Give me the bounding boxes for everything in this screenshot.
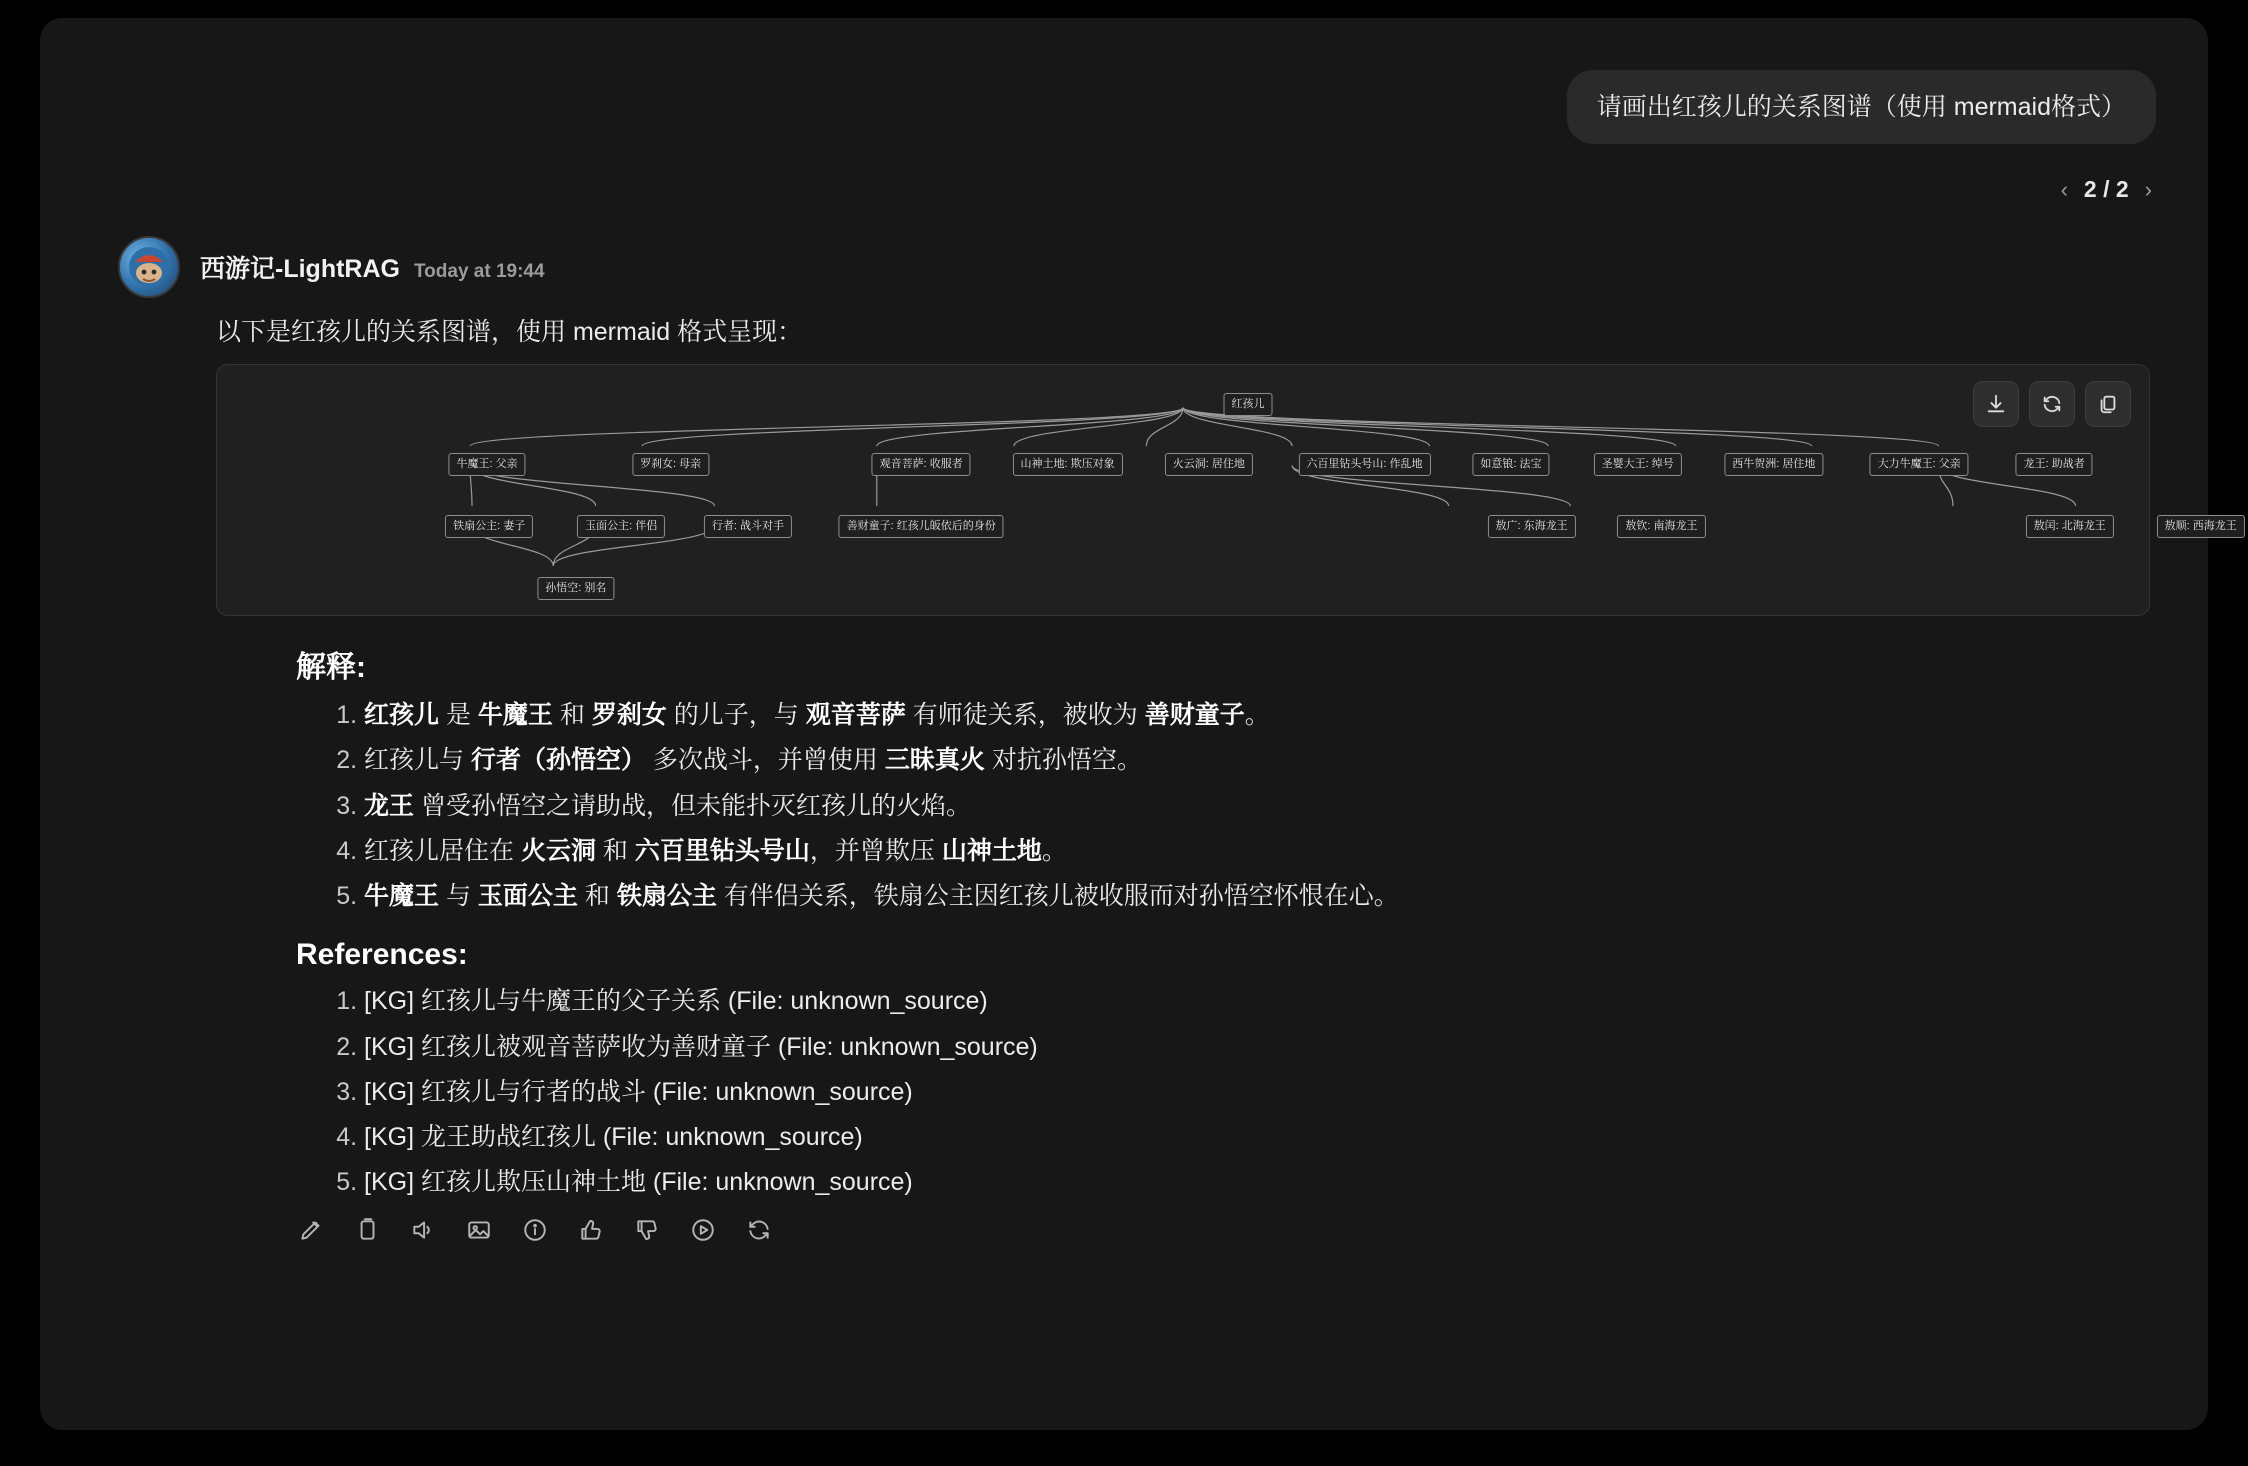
avatar [118, 236, 180, 298]
diagram-toolbar [1973, 381, 2131, 427]
info-icon[interactable] [520, 1215, 550, 1245]
message-intro-text: 以下是红孩儿的关系图谱，使用 mermaid 格式呈现： [216, 318, 803, 346]
pager-prev-icon[interactable]: ‹ [2060, 176, 2068, 202]
explanation-list [118, 700, 2158, 912]
chat-window [40, 18, 2237, 1430]
sender-name: 西游记-LightRAG [200, 255, 400, 283]
diagram-node: 孙悟空: 别名 [537, 577, 614, 600]
reference-item: 4. [KG] 龙王助战红孩儿 (File: unknown_source) [364, 1122, 2158, 1153]
references-title: References: [296, 938, 468, 972]
pager-count: 2 / 2 [2083, 176, 2129, 202]
thumbs-up-icon[interactable] [576, 1215, 606, 1245]
reference-item: 1. [KG] 红孩儿与牛魔王的父子关系 (File: unknown_source) [364, 986, 2158, 1017]
explanation-item: 3. 龙王 曾受孙悟空之请助战，但未能扑灭红孩儿的火焰。 [364, 791, 2158, 822]
diagram-node: 西牛贺洲: 居住地 [1724, 453, 1823, 476]
user-message-row [1567, 70, 2156, 144]
diagram-node: 行者: 战斗对手 [704, 515, 792, 538]
diagram-node: 观音菩萨: 收服者 [872, 453, 971, 476]
edit-icon[interactable] [296, 1215, 326, 1245]
diagram-node: 圣婴大王: 绰号 [1594, 453, 1682, 476]
play-icon[interactable] [688, 1215, 718, 1245]
diagram-node: 牛魔王: 父亲 [449, 453, 526, 476]
reference-item: 5. [KG] 红孩儿欺压山神土地 (File: unknown_source) [364, 1167, 2158, 1198]
thumbs-down-icon[interactable] [632, 1215, 662, 1245]
copy-icon[interactable] [2085, 381, 2131, 427]
diagram-node: 火云洞: 居住地 [1165, 453, 1253, 476]
diagram-node: 罗刹女: 母亲 [632, 453, 709, 476]
diagram-node: 善财童子: 红孩儿皈依后的身份 [839, 515, 1004, 538]
refresh-icon[interactable] [2029, 381, 2075, 427]
references-list [118, 986, 2158, 1198]
mermaid-diagram-panel [216, 364, 2237, 616]
message-timestamp: Today at 19:44 [413, 261, 545, 282]
pager-next-icon[interactable]: › [2144, 176, 2152, 202]
message-action-bar [296, 1215, 2158, 1245]
diagram-node: 敖钦: 南海龙王 [1617, 515, 1705, 538]
message-header [118, 236, 2158, 298]
diagram-node: 如意锒: 法宝 [1472, 453, 1549, 476]
diagram-node: 玉面公主: 伴侣 [577, 515, 665, 538]
diagram-node: 山神土地: 欺压对象 [1013, 453, 1123, 476]
diagram-node: 敖广: 东海龙王 [1487, 515, 1575, 538]
reference-item: 2. [KG] 红孩儿被观音菩萨收为善财童子 (File: unknown_source) [364, 1032, 2158, 1063]
diagram-node: 大力牛魔王: 父亲 [1870, 453, 1969, 476]
mermaid-edges [217, 365, 2149, 607]
explanation-item: 2. 红孩儿与 行者（孙悟空） 多次战斗，并曾使用 三昧真火 对抗孙悟空。 [364, 745, 2158, 776]
reference-item: 3. [KG] 红孩儿与行者的战斗 (File: unknown_source) [364, 1077, 2158, 1108]
copy-icon[interactable] [352, 1215, 382, 1245]
download-icon[interactable] [1973, 381, 2019, 427]
diagram-node: 铁扇公主: 妻子 [445, 515, 533, 538]
diagram-node: 龙王: 助战者 [2016, 453, 2093, 476]
diagram-node: 红孩儿 [1224, 393, 1273, 416]
regenerate-icon[interactable] [744, 1215, 774, 1245]
assistant-message [118, 236, 2237, 1245]
diagram-node: 六百里钻头号山: 作乱地 [1298, 453, 1430, 476]
image-icon[interactable] [464, 1215, 494, 1245]
speaker-icon[interactable] [408, 1215, 438, 1245]
user-message-bubble: 请画出红孩儿的关系图谱（使用 mermaid格式） [1567, 70, 2156, 144]
explanation-item: 5. 牛魔王 与 玉面公主 和 铁扇公主 有伴侣关系，铁扇公主因红孩儿被收服而对孙悟空怀恨在心。 [364, 881, 2158, 912]
message-pager [2061, 176, 2152, 203]
explanation-item: 1. 红孩儿 是 牛魔王 和 罗刹女 的儿子，与 观音菩萨 有师徒关系，被收为 善财童子。 [364, 700, 2158, 731]
diagram-node: 敖顺: 西海龙王 [2157, 515, 2245, 538]
explanation-title: 解释: [296, 651, 366, 684]
sender-block [200, 249, 545, 285]
explanation-item: 4. 红孩儿居住在 火云洞 和 六百里钻头号山，并曾欺压 山神土地。 [364, 836, 2158, 867]
diagram-node: 敖闰: 北海龙王 [2026, 515, 2114, 538]
